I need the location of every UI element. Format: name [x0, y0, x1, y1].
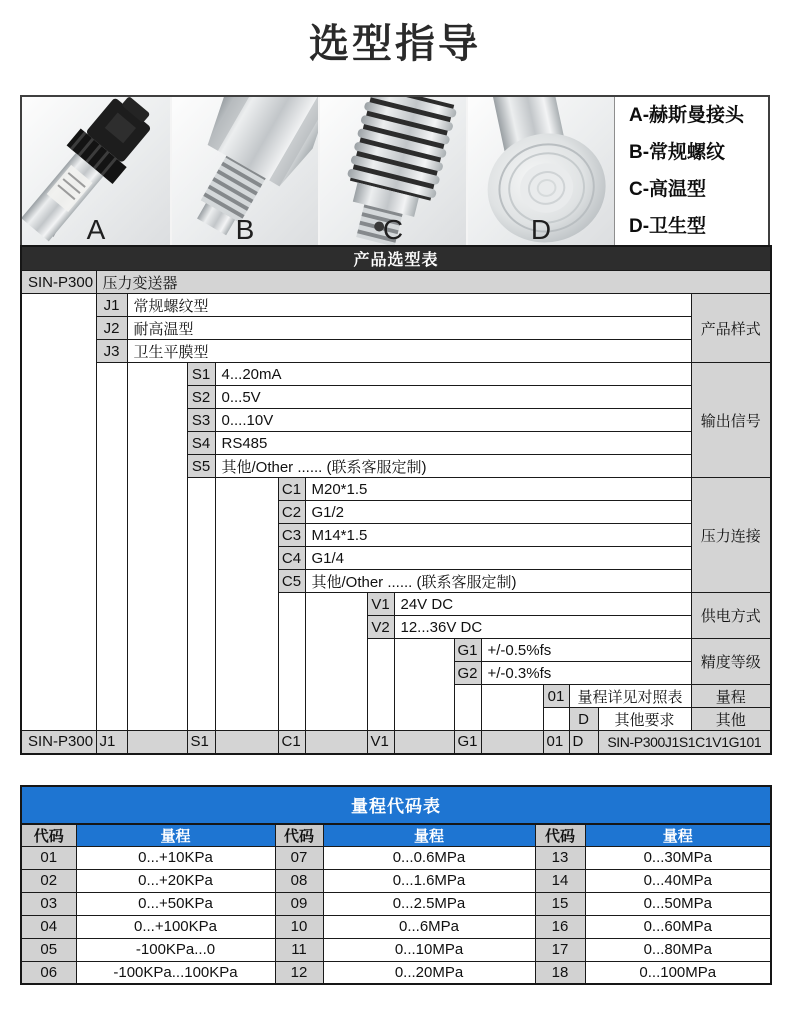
option-text: RS485 — [215, 432, 691, 455]
range-value: 0...6MPa — [323, 915, 535, 938]
range-table-title: 量程代码表 — [21, 786, 771, 824]
panel-letter-b: B — [235, 214, 255, 245]
option-text: M20*1.5 — [305, 478, 691, 501]
photo-panel-d — [466, 97, 614, 245]
range-value: 0...30MPa — [585, 846, 771, 869]
category-label: 压力连接 — [691, 478, 771, 593]
range-row — [21, 892, 771, 915]
page-title: 选型指导 — [309, 22, 481, 66]
range-row — [21, 938, 771, 961]
col-header-range: 量程 — [76, 824, 275, 847]
example-blank — [215, 731, 278, 754]
indent-cell — [454, 685, 481, 731]
range-code: 14 — [535, 869, 585, 892]
option-code: C1 — [278, 478, 305, 501]
range-value: -100KPa...100KPa — [76, 961, 275, 984]
range-value: 0...80MPa — [585, 938, 771, 961]
range-value: -100KPa...0 — [76, 938, 275, 961]
example-code: S1 — [187, 731, 215, 754]
example-full-code: SIN-P300J1S1C1V1G101 — [598, 731, 771, 754]
option-text: 0...5V — [215, 386, 691, 409]
option-text: 耐高温型 — [127, 317, 691, 340]
example-code: 01 — [543, 731, 569, 754]
indent-cell — [187, 478, 215, 731]
range-value: 0...50MPa — [585, 892, 771, 915]
example-code: C1 — [278, 731, 305, 754]
range-value: 0...+10KPa — [76, 846, 275, 869]
gallery-legend — [614, 97, 768, 245]
range-code: 11 — [275, 938, 323, 961]
indent-cell — [394, 639, 454, 731]
category-label: 精度等级 — [691, 639, 771, 685]
category-label: 供电方式 — [691, 593, 771, 639]
col-header-range: 量程 — [585, 824, 771, 847]
option-code: J2 — [96, 317, 127, 340]
option-code: J3 — [96, 340, 127, 363]
range-code: 12 — [275, 961, 323, 984]
legend-item: A-赫斯曼接头 — [629, 105, 745, 126]
example-blank — [394, 731, 454, 754]
example-blank — [127, 731, 187, 754]
category-label: 产品样式 — [691, 294, 771, 363]
indent-cell — [21, 294, 96, 731]
range-header-row — [21, 824, 771, 847]
indent-cell — [215, 478, 278, 731]
option-text: 量程详见对照表 — [569, 685, 691, 708]
col-header-code: 代码 — [535, 824, 585, 847]
option-code: G1 — [454, 639, 481, 662]
category-label: 量程 — [691, 685, 771, 708]
option-code: C5 — [278, 570, 305, 593]
range-code: 02 — [21, 869, 76, 892]
option-text: +/-0.3%fs — [481, 662, 691, 685]
option-text: 0....10V — [215, 409, 691, 432]
photo-panel-b — [170, 97, 318, 245]
option-code: S2 — [187, 386, 215, 409]
legend-item: D-卫生型 — [629, 216, 707, 237]
model-description: 压力变送器 — [96, 271, 771, 294]
legend-item: B-常规螺纹 — [629, 142, 726, 163]
panel-letter-d: D — [530, 214, 552, 245]
range-value: 0...1.6MPa — [323, 869, 535, 892]
example-model: SIN-P300 — [21, 731, 96, 754]
range-code: 05 — [21, 938, 76, 961]
range-row — [21, 869, 771, 892]
example-code: D — [569, 731, 598, 754]
col-header-code: 代码 — [21, 824, 76, 847]
range-code: 17 — [535, 938, 585, 961]
photo-panel-c — [318, 97, 466, 245]
range-row — [21, 961, 771, 984]
indent-cell — [127, 363, 187, 731]
category-label: 输出信号 — [691, 363, 771, 478]
range-value: 0...+100KPa — [76, 915, 275, 938]
option-text: +/-0.5%fs — [481, 639, 691, 662]
indent-cell — [278, 593, 305, 731]
indent-cell — [481, 685, 543, 731]
range-value: 0...10MPa — [323, 938, 535, 961]
range-value: 0...0.6MPa — [323, 846, 535, 869]
option-text: 12...36V DC — [394, 616, 691, 639]
range-code: 01 — [21, 846, 76, 869]
option-text: 4...20mA — [215, 363, 691, 386]
option-code: 01 — [543, 685, 569, 708]
option-code: S5 — [187, 455, 215, 478]
model-code: SIN-P300 — [21, 271, 96, 294]
indent-cell — [96, 363, 127, 731]
product-selection-table — [20, 245, 772, 755]
indent-cell — [305, 593, 367, 731]
range-code: 13 — [535, 846, 585, 869]
range-row — [21, 915, 771, 938]
option-text: G1/4 — [305, 547, 691, 570]
legend-item: C-高温型 — [629, 179, 707, 200]
range-code: 04 — [21, 915, 76, 938]
range-value: 0...+50KPa — [76, 892, 275, 915]
option-text: M14*1.5 — [305, 524, 691, 547]
col-header-code: 代码 — [275, 824, 323, 847]
example-blank — [305, 731, 367, 754]
example-code: G1 — [454, 731, 481, 754]
example-code: V1 — [367, 731, 394, 754]
range-code: 16 — [535, 915, 585, 938]
example-order-row — [21, 731, 771, 754]
range-row — [21, 846, 771, 869]
range-value: 0...60MPa — [585, 915, 771, 938]
example-blank — [481, 731, 543, 754]
range-code: 18 — [535, 961, 585, 984]
product-gallery — [20, 95, 770, 245]
range-code: 07 — [275, 846, 323, 869]
option-code: V1 — [367, 593, 394, 616]
option-code: C3 — [278, 524, 305, 547]
range-value: 0...+20KPa — [76, 869, 275, 892]
option-text: G1/2 — [305, 501, 691, 524]
example-code: J1 — [96, 731, 127, 754]
category-label: 其他 — [691, 708, 771, 731]
option-code: S1 — [187, 363, 215, 386]
option-code: C4 — [278, 547, 305, 570]
option-text: 其他要求 — [598, 708, 691, 731]
range-value: 0...20MPa — [323, 961, 535, 984]
indent-cell — [367, 639, 394, 731]
option-code: J1 — [96, 294, 127, 317]
option-code: G2 — [454, 662, 481, 685]
option-text: 24V DC — [394, 593, 691, 616]
panel-letter-a: A — [86, 214, 106, 245]
option-code: S4 — [187, 432, 215, 455]
range-value: 0...40MPa — [585, 869, 771, 892]
range-code: 10 — [275, 915, 323, 938]
panel-letter-c: C — [382, 214, 404, 245]
option-code: S3 — [187, 409, 215, 432]
range-code: 03 — [21, 892, 76, 915]
option-code: D — [569, 708, 598, 731]
option-code: V2 — [367, 616, 394, 639]
range-code: 06 — [21, 961, 76, 984]
col-header-range: 量程 — [323, 824, 535, 847]
selection-table-title: 产品选型表 — [21, 246, 771, 271]
range-code: 09 — [275, 892, 323, 915]
indent-cell — [543, 708, 569, 731]
range-code: 08 — [275, 869, 323, 892]
option-text: 常规螺纹型 — [127, 294, 691, 317]
option-text: 其他/Other ...... (联系客服定制) — [215, 455, 691, 478]
range-value: 0...2.5MPa — [323, 892, 535, 915]
range-value: 0...100MPa — [585, 961, 771, 984]
photo-panel-a — [22, 97, 170, 245]
option-code: C2 — [278, 501, 305, 524]
range-code-table — [20, 785, 772, 986]
option-text: 其他/Other ...... (联系客服定制) — [305, 570, 691, 593]
option-text: 卫生平膜型 — [127, 340, 691, 363]
range-code: 15 — [535, 892, 585, 915]
